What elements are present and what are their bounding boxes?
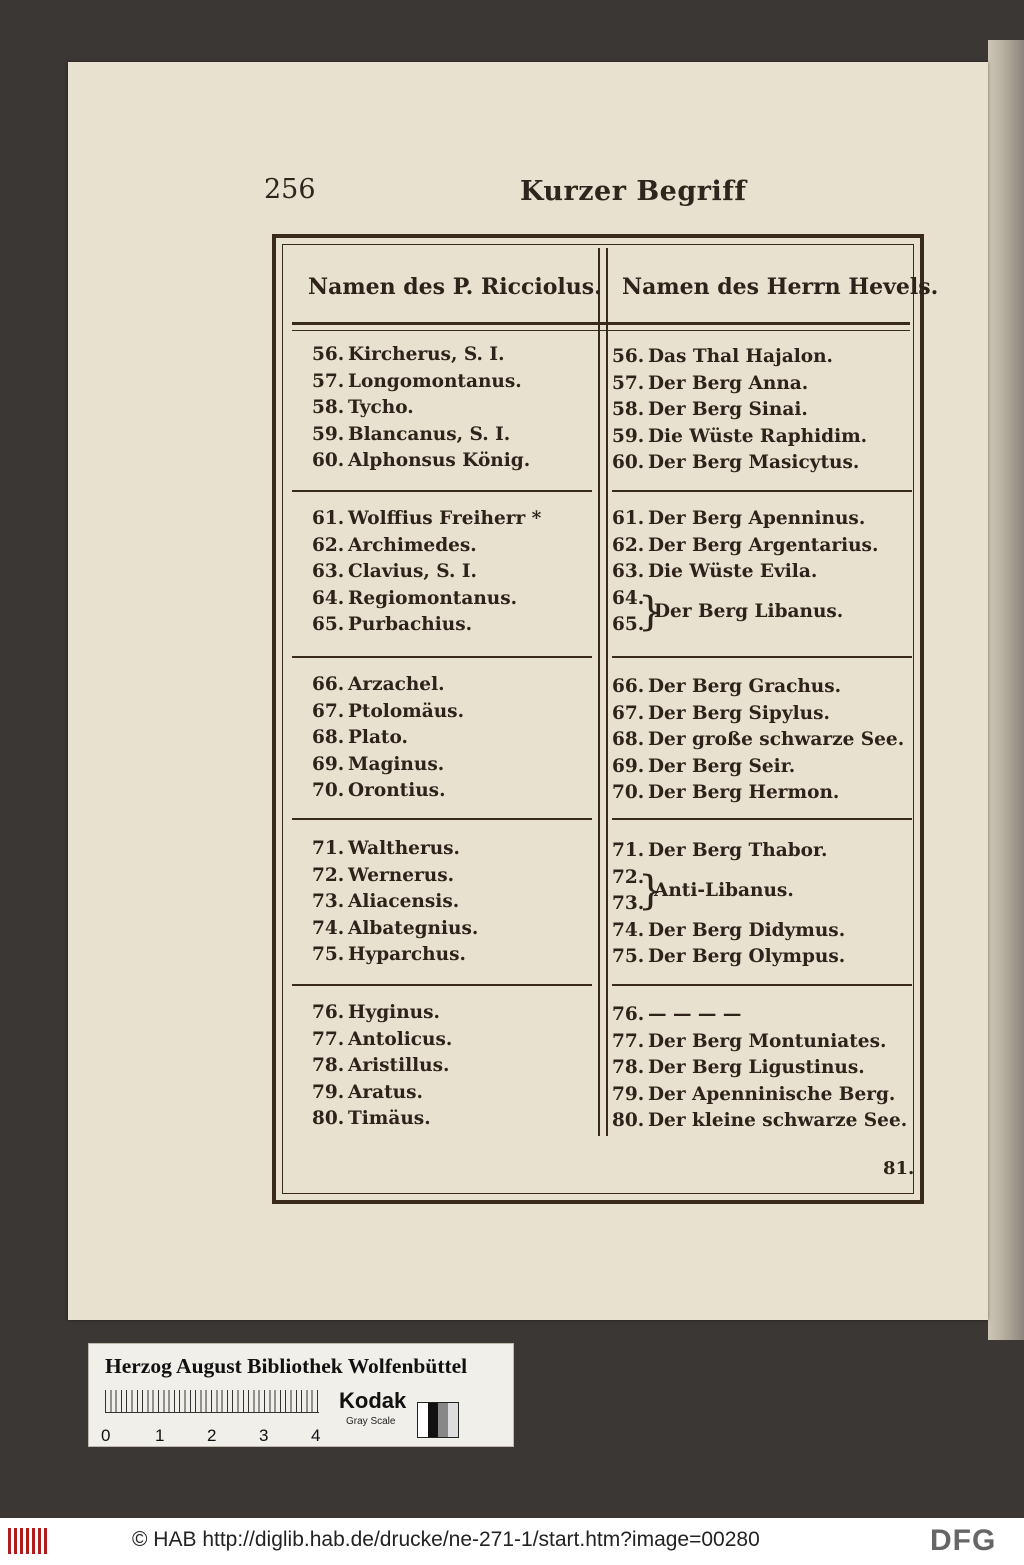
list-item: 78. Der Berg Ligustinus.	[612, 1057, 865, 1079]
list-item: 75. Der Berg Olympus.	[612, 946, 846, 968]
list-item: 77. Antolicus.	[312, 1028, 453, 1050]
list-item: 79. Der Apenninische Berg.	[612, 1083, 896, 1105]
group-rule-left-3	[292, 818, 592, 820]
list-item: 57. Longomontanus.	[312, 370, 522, 392]
group-5-right	[612, 1002, 907, 1135]
ruler-number: 0	[101, 1426, 111, 1445]
list-item: 57. Der Berg Anna.	[612, 372, 809, 394]
list-item: 77. Der Berg Montuniates.	[612, 1030, 887, 1052]
brace-glyph: }	[638, 588, 664, 635]
list-item: 72. Wernerus.	[312, 864, 455, 886]
list-item: 60. Der Berg Masicytus.	[612, 452, 860, 474]
list-item: 61. Der Berg Apenninus.	[612, 508, 866, 529]
group-rule-right-4	[612, 984, 912, 986]
ruler-number: 4	[311, 1426, 321, 1445]
list-item: 58. Der Berg Sinai.	[612, 399, 808, 421]
group-2-left	[312, 506, 541, 639]
group-1-left	[312, 342, 530, 475]
list-item: 59. Die Wüste Raphidim.	[612, 425, 868, 447]
list-item: 70. Orontius.	[312, 780, 446, 802]
list-item: 66. Arzachel.	[312, 674, 445, 695]
group-rule-right-3	[612, 818, 912, 820]
list-item: 71. Der Berg Thabor.	[612, 840, 828, 861]
footer-bar	[0, 1518, 1024, 1565]
column-divider-2	[606, 248, 608, 1136]
header-right: Namen des Herrn Hevels.	[622, 274, 939, 300]
grayscale-patches	[417, 1402, 459, 1438]
kodak-label: Kodak	[339, 1388, 407, 1413]
list-item: 63. Die Wüste Evila.	[612, 561, 818, 583]
header-rule	[292, 322, 910, 325]
list-item: 65. Purbachius.	[312, 614, 473, 636]
list-item: 64. Regiomontanus.	[312, 587, 518, 609]
ruler-number: 1	[155, 1426, 165, 1445]
list-item: 73. Aliacensis.	[312, 891, 460, 913]
group-rule-left-2	[292, 656, 592, 658]
library-color-card	[88, 1343, 514, 1447]
column-divider-1	[598, 248, 600, 1136]
ruler-number: 2	[207, 1426, 217, 1445]
book-page	[68, 62, 988, 1320]
dfg-logo: DFG	[930, 1524, 997, 1557]
group-1-right	[612, 344, 867, 477]
group-rule-right-2	[612, 656, 912, 658]
list-item: 56. Das Thal Hajalon.	[612, 346, 833, 367]
group-3-right	[612, 674, 904, 807]
header-rule-thin	[292, 330, 910, 331]
list-item: 76. Hyginus.	[312, 1002, 440, 1023]
group-3-left	[312, 672, 464, 805]
page-number: 256	[264, 174, 316, 205]
list-item: 68. Plato.	[312, 727, 408, 749]
list-item: 62. Archimedes.	[312, 534, 477, 556]
list-item: 80. Der kleine schwarze See.	[612, 1110, 908, 1132]
list-item: 67. Der Berg Sipylus.	[612, 702, 830, 724]
ruler-number: 3	[259, 1426, 269, 1445]
library-name: Herzog August Bibliothek Wolfenbüttel	[105, 1354, 468, 1378]
list-item: 74. Albategnius.	[312, 917, 479, 939]
adjacent-page-edge	[988, 40, 1024, 1340]
group-rule-left-4	[292, 984, 592, 986]
footer-url[interactable]: © HAB http://diglib.hab.de/drucke/ne-271-1/start.htm?image=00280	[132, 1528, 760, 1551]
list-item: 71. Waltherus.	[312, 838, 461, 859]
group-4-right	[612, 838, 845, 971]
list-item: 66. Der Berg Grachus.	[612, 676, 842, 697]
kodak-sublabel: Gray Scale	[346, 1416, 396, 1427]
brace-glyph: }	[638, 867, 664, 914]
list-item: 67. Ptolomäus.	[312, 700, 465, 722]
list-item: 56. Kircherus, S. I.	[312, 344, 505, 365]
running-head: Kurzer Begriff	[520, 176, 747, 207]
list-item: 75. Hyparchus.	[312, 944, 466, 966]
list-item: 78. Aristillus.	[312, 1055, 450, 1077]
list-item: 58. Tycho.	[312, 397, 414, 419]
scale-ruler	[105, 1390, 319, 1413]
list-item: 60. Alphonsus König.	[312, 450, 531, 472]
braced-entry: 72. 73. } Anti-Libanus.	[612, 866, 794, 914]
braced-entry: 64. 65. } Der Berg Libanus.	[612, 587, 844, 635]
list-item: 69. Maginus.	[312, 753, 445, 775]
list-item: 76. — — — —	[612, 1004, 742, 1025]
list-item: 69. Der Berg Seir.	[612, 755, 796, 777]
group-rule-left-1	[292, 490, 592, 492]
list-item: 68. Der große schwarze See.	[612, 729, 905, 751]
list-item: 59. Blancanus, S. I.	[312, 423, 511, 445]
list-item: 74. Der Berg Didymus.	[612, 919, 846, 941]
list-item: 80. Timäus.	[312, 1108, 431, 1130]
list-item: 79. Aratus.	[312, 1081, 423, 1103]
group-2-right	[612, 506, 878, 639]
group-4-left	[312, 836, 478, 969]
header-left: Namen des P. Ricciolus.	[308, 274, 602, 300]
list-item: 70. Der Berg Hermon.	[612, 782, 840, 804]
group-5-left	[312, 1000, 452, 1133]
list-item: 61. Wolffius Freiherr *	[312, 508, 542, 529]
table-frame	[272, 234, 939, 1204]
list-item: 62. Der Berg Argentarius.	[612, 534, 879, 556]
list-item: 63. Clavius, S. I.	[312, 561, 477, 583]
catchword: 81.	[883, 1158, 915, 1179]
group-rule-right-1	[612, 490, 912, 492]
hab-logo-icon	[8, 1528, 48, 1554]
